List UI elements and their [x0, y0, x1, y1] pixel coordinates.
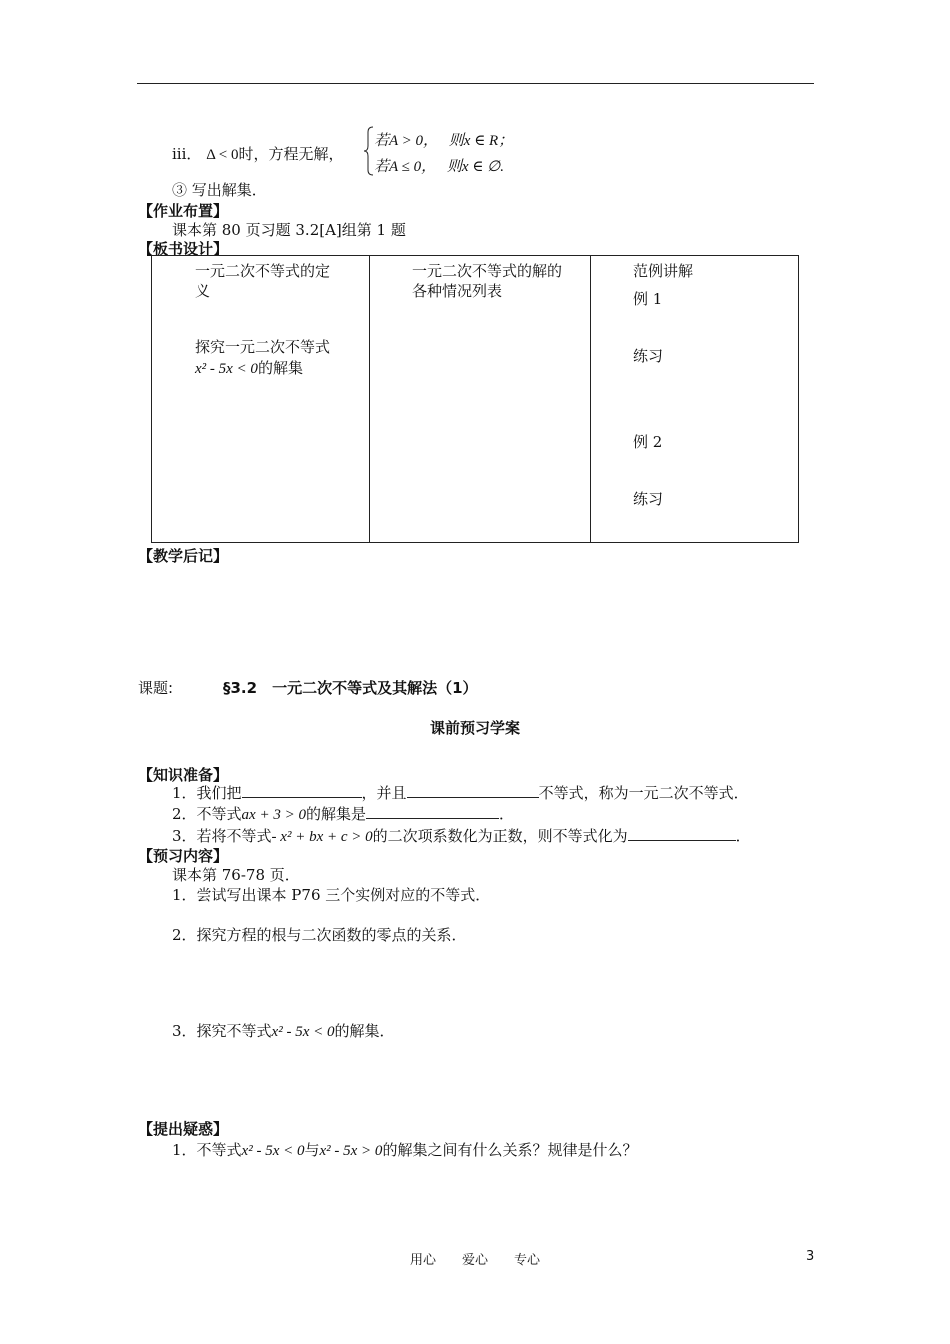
case-iii-branch1 [374, 129, 513, 150]
preview-pages: 课本第 76-78 页． [172, 866, 300, 884]
footer-motto: 用心 爱心 专心 [409, 1253, 540, 1268]
questions-q1-mid: 与 [304, 1141, 320, 1159]
board-col2-line2: 各种情况列表 [412, 282, 503, 300]
questions-q1-a: 1．不等式 [172, 1141, 242, 1159]
page-number: 3 [806, 1249, 815, 1264]
questions-q1-expression-1: x² - 5x < 0 [241, 1143, 305, 1159]
questions-q1-expression-2: x² - 5x > 0 [319, 1143, 383, 1159]
board-col1-suffix: 的解集 [257, 359, 303, 377]
board-col1-expression: x² - 5x < 0 [195, 361, 258, 377]
knowledge-item-1 [172, 782, 749, 803]
knowledge-item2-a: 2．不等式 [172, 805, 242, 823]
knowledge-item3-b: 的二次项系数化为正数，则不等式化为 [372, 827, 628, 845]
knowledge-item1-c: 不等式，称为一元二次不等式． [538, 784, 749, 802]
case-iii-line [172, 143, 343, 164]
preview-q3-a: 3．探究不等式 [172, 1022, 272, 1040]
reflection-heading: 【教学后记】 [138, 547, 229, 565]
blank-2[interactable] [407, 783, 539, 798]
knowledge-item-2 [172, 803, 514, 824]
branch2-result: 则x ∈ ∅. [446, 159, 504, 175]
preview-heading: 【预习内容】 [138, 847, 229, 865]
board-col-examples [591, 256, 799, 543]
board-col3-example1: 例 1 [633, 290, 663, 308]
preview-q3-b: 的解集． [334, 1022, 395, 1040]
case-iii-label: iii． [172, 145, 202, 163]
board-heading: 【板书设计】 [138, 240, 229, 258]
lesson-label: 课题: [138, 679, 174, 697]
board-col1-line1: 一元二次不等式的定 [195, 262, 331, 280]
knowledge-item3-expression: - x² + bx + c > 0 [271, 829, 373, 845]
knowledge-item1-b: ，并且 [361, 784, 407, 802]
blank-1[interactable] [242, 783, 362, 798]
knowledge-item2-end: ． [498, 805, 514, 823]
case-iii-branch2 [374, 155, 504, 176]
left-brace-icon [364, 126, 374, 176]
questions-q1-b: 的解集之间有什么关系？规律是什么？ [382, 1141, 638, 1159]
questions-heading: 【提出疑惑】 [138, 1120, 229, 1138]
board-col2-line1: 一元二次不等式的解的 [412, 262, 563, 280]
blank-4[interactable] [628, 826, 736, 841]
board-col-solution-table [370, 256, 591, 543]
case-iii-condition: Δ < 0 [206, 147, 239, 163]
questions-item-1 [172, 1139, 637, 1160]
lesson-title: §3.2 一元二次不等式及其解法（1） [223, 679, 478, 697]
board-design-table [151, 255, 799, 543]
board-col3-title: 范例讲解 [633, 262, 694, 280]
case-iii-suffix: 时，方程无解， [238, 145, 344, 163]
knowledge-item3-end: ． [735, 827, 751, 845]
preview-q3-expression: x² - 5x < 0 [271, 1024, 335, 1040]
board-col3-example2: 例 2 [633, 433, 663, 451]
preview-question-2: 2．探究方程的根与二次函数的零点的关系． [172, 926, 467, 944]
blank-3[interactable] [366, 804, 499, 819]
knowledge-item2-expression: ax + 3 > 0 [241, 807, 306, 823]
knowledge-heading: 【知识准备】 [138, 766, 229, 784]
preview-question-3 [172, 1020, 395, 1041]
board-col-definition [152, 256, 370, 543]
board-col1-line4 [195, 357, 303, 378]
board-col1-line2: 义 [195, 282, 211, 300]
knowledge-item1-a: 1．我们把 [172, 784, 242, 802]
header-rule [137, 83, 814, 84]
knowledge-item2-b: 的解集是 [305, 805, 366, 823]
knowledge-item-3 [172, 825, 751, 846]
board-col3-practice1: 练习 [633, 347, 664, 365]
board-col3-practice2: 练习 [633, 490, 664, 508]
knowledge-item3-a: 3．若将不等式 [172, 827, 272, 845]
preview-question-1: 1．尝试写出课本 P76 三个实例对应的不等式． [172, 886, 491, 904]
homework-text: 课本第 80 页习题 3.2[A]组第 1 题 [172, 221, 406, 239]
lesson-subtitle: 课前预习学案 [429, 719, 520, 737]
branch1-result: 则x ∈ R； [448, 133, 514, 149]
homework-heading: 【作业布置】 [138, 202, 229, 220]
board-col1-line3: 探究一元二次不等式 [195, 338, 331, 356]
branch2-condition: 若A ≤ 0， [374, 159, 437, 175]
branch1-condition: 若A > 0， [374, 133, 439, 149]
step-three: ③ 写出解集． [172, 181, 267, 199]
